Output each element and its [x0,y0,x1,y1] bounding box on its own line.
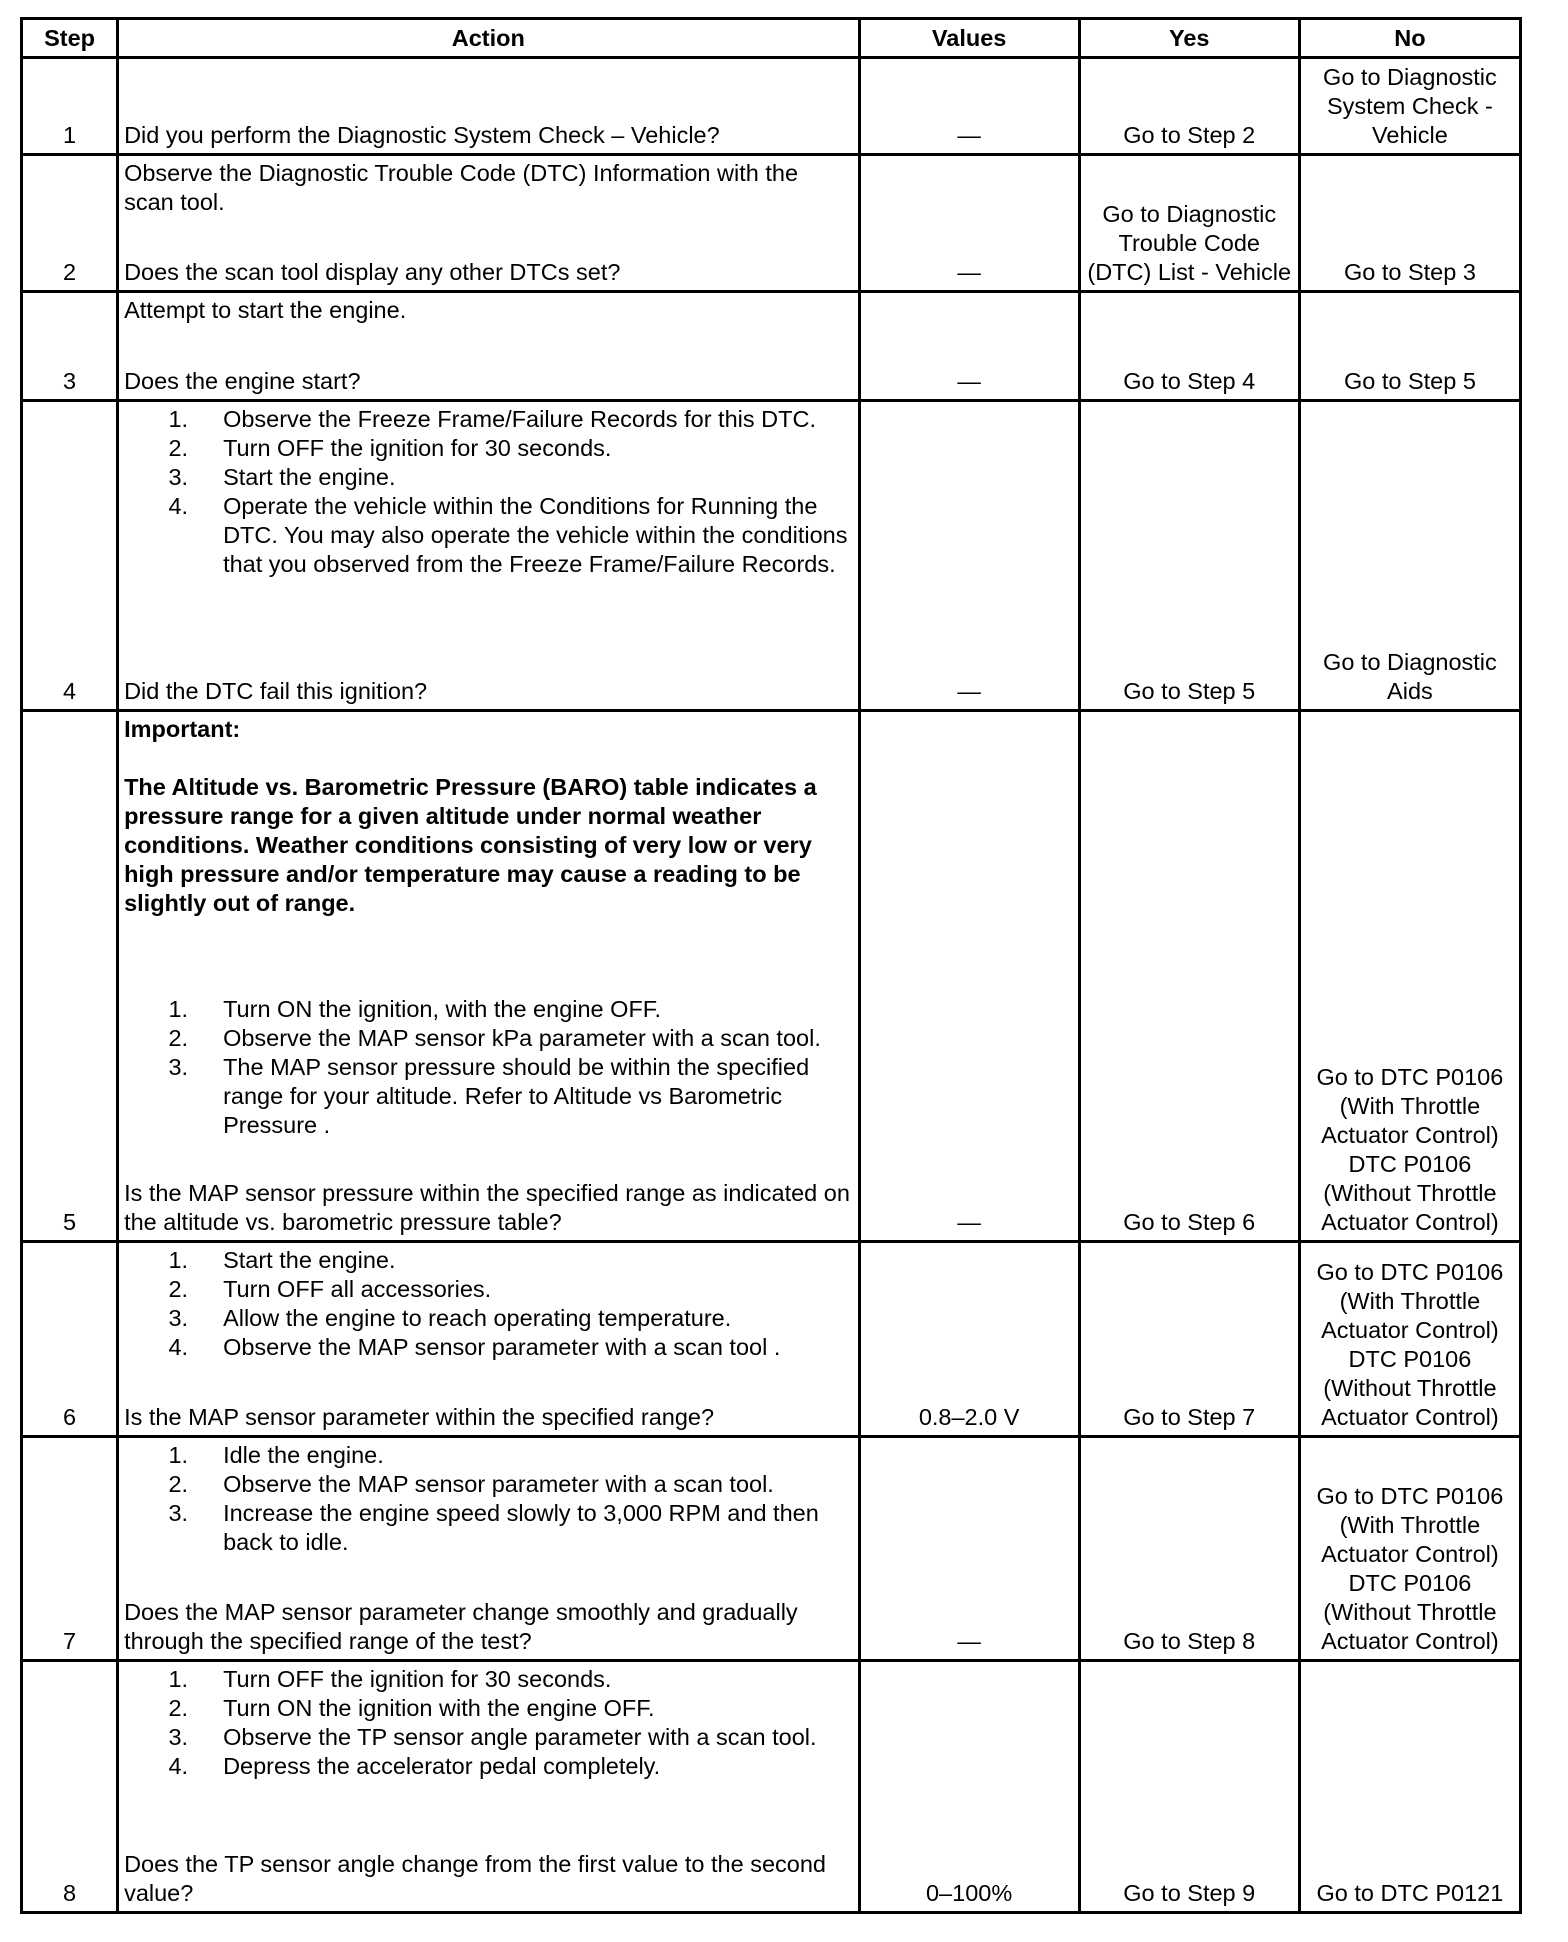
list-item: 4. Operate the vehicle within the Conditions for Running the DTC. You may also operate the vehicle within the conditions that you observed from the Freeze Frame/Failure Records. [168,493,848,577]
header-action: Action [118,19,859,58]
table-row [22,401,1521,711]
action-cell [118,711,859,1242]
important-note [124,715,852,918]
diagnostic-table [20,17,1522,1914]
no-link[interactable]: Go to DTC P0121 [1299,1661,1520,1913]
procedure-list [124,405,852,579]
header-values: Values [859,19,1079,58]
step-number: 2 [22,155,118,292]
no-link[interactable]: Go to Step 5 [1299,292,1520,401]
no-link[interactable]: Go to Diagnostic System Check - Vehicle [1299,58,1520,155]
action-question: Does the MAP sensor parameter change smoothly and gradually through the specified range of the test? [124,1599,798,1654]
action-question: Is the MAP sensor parameter within the specified range? [124,1404,715,1430]
important-text: The Altitude vs. Barometric Pressure (BARO) table indicates a pressure range for a given altitude under normal weather conditions. Weather conditions consisting of very low or very high pressure and/or temperature may cause a reading to be slightly out of range. [124,774,817,916]
action-cell [118,401,859,711]
no-link[interactable]: Go to DTC P0106 (With Throttle Actuator Control) DTC P0106 (Without Throttle Actuator Control) [1299,1437,1520,1661]
no-link[interactable]: Go to DTC P0106 (With Throttle Actuator Control) DTC P0106 (Without Throttle Actuator Control) [1299,1242,1520,1437]
table-row [22,1242,1521,1437]
value-cell: — [859,401,1079,711]
yes-link[interactable]: Go to Step 2 [1079,58,1299,155]
value-cell: — [859,711,1079,1242]
no-link[interactable]: Go to Step 3 [1299,155,1520,292]
yes-link[interactable]: Go to Step 9 [1079,1661,1299,1913]
yes-link[interactable]: Go to Step 8 [1079,1437,1299,1661]
list-item: 1. Start the engine. [168,1247,396,1273]
step-number: 4 [22,401,118,711]
action-cell [118,1437,859,1661]
value-cell: — [859,292,1079,401]
procedure-list [124,1665,852,1781]
table-row [22,1661,1521,1913]
header-no: No [1299,19,1520,58]
list-item: 3. Start the engine. [168,464,396,490]
list-item: 3. Observe the TP sensor angle parameter with a scan tool. [168,1724,817,1750]
action-question: Does the scan tool display any other DTCs set? [124,259,621,285]
table-row [22,711,1521,1242]
action-intro: Did you perform the Diagnostic System Check – Vehicle? [124,122,720,148]
list-item: 1. Turn OFF the ignition for 30 seconds. [168,1666,612,1692]
header-step: Step [22,19,118,58]
action-question: Is the MAP sensor pressure within the specified range as indicated on the altitude vs. barometric pressure table? [124,1180,850,1235]
list-item: 3. Increase the engine speed slowly to 3,000 RPM and then back to idle. [168,1500,819,1555]
list-item: 4. Observe the MAP sensor parameter with a scan tool . [168,1334,781,1360]
yes-link[interactable]: Go to Diagnostic Trouble Code (DTC) List - Vehicle [1079,155,1299,292]
step-number: 8 [22,1661,118,1913]
list-item: 2. Observe the MAP sensor kPa parameter with a scan tool. [168,1024,821,1051]
value-cell: 0.8–2.0 V [859,1242,1079,1437]
step-number: 1 [22,58,118,155]
value-cell: — [859,155,1079,292]
table-row [22,292,1521,401]
list-item: 2. Turn OFF all accessories. [168,1276,492,1302]
action-cell [118,1242,859,1437]
yes-link[interactable]: Go to Step 4 [1079,292,1299,401]
table-row [22,1437,1521,1661]
list-item: 1. Turn ON the ignition, with the engine OFF. [168,995,662,1022]
step-number: 7 [22,1437,118,1661]
action-question: Did the DTC fail this ignition? [124,678,428,704]
action-cell [118,58,859,155]
action-question: Does the engine start? [124,368,361,394]
step-number: 5 [22,711,118,1242]
step-number: 6 [22,1242,118,1437]
list-item: 4. Depress the accelerator pedal completely. [168,1753,661,1779]
list-item: 1. Idle the engine. [168,1442,384,1468]
list-item: 2. Turn ON the ignition with the engine OFF. [168,1695,655,1721]
procedure-list [124,1441,852,1557]
value-cell: 0–100% [859,1661,1079,1913]
list-item: 2. Turn OFF the ignition for 30 seconds. [168,435,612,461]
action-intro: Attempt to start the engine. [124,297,407,323]
table-row [22,58,1521,155]
list-item: 2. Observe the MAP sensor parameter with a scan tool. [168,1471,774,1497]
procedure-list [124,995,852,1140]
value-cell: — [859,1437,1079,1661]
important-label: Important: [124,716,241,742]
list-item: 3. Allow the engine to reach operating temperature. [168,1305,732,1331]
yes-link[interactable]: Go to Step 6 [1079,711,1299,1242]
procedure-list [124,1246,852,1362]
value-cell: — [859,58,1079,155]
no-link[interactable]: Go to Diagnostic Aids [1299,401,1520,711]
header-yes: Yes [1079,19,1299,58]
list-item: 1. Observe the Freeze Frame/Failure Records for this DTC. [168,406,816,432]
yes-link[interactable]: Go to Step 7 [1079,1242,1299,1437]
no-link[interactable]: Go to DTC P0106 (With Throttle Actuator Control) DTC P0106 (Without Throttle Actuator Control) [1299,711,1520,1242]
action-intro: Observe the Diagnostic Trouble Code (DTC) Information with the scan tool. [124,160,799,215]
list-item: 3. The MAP sensor pressure should be within the specified range for your altitude. Refer to Altitude vs Barometric Pressure . [168,1053,810,1138]
step-number: 3 [22,292,118,401]
action-cell [118,1661,859,1913]
yes-link[interactable]: Go to Step 5 [1079,401,1299,711]
action-question: Does the TP sensor angle change from the first value to the second value? [124,1851,826,1906]
table-row [22,155,1521,292]
action-cell [118,155,859,292]
action-cell [118,292,859,401]
header-row [22,19,1521,58]
